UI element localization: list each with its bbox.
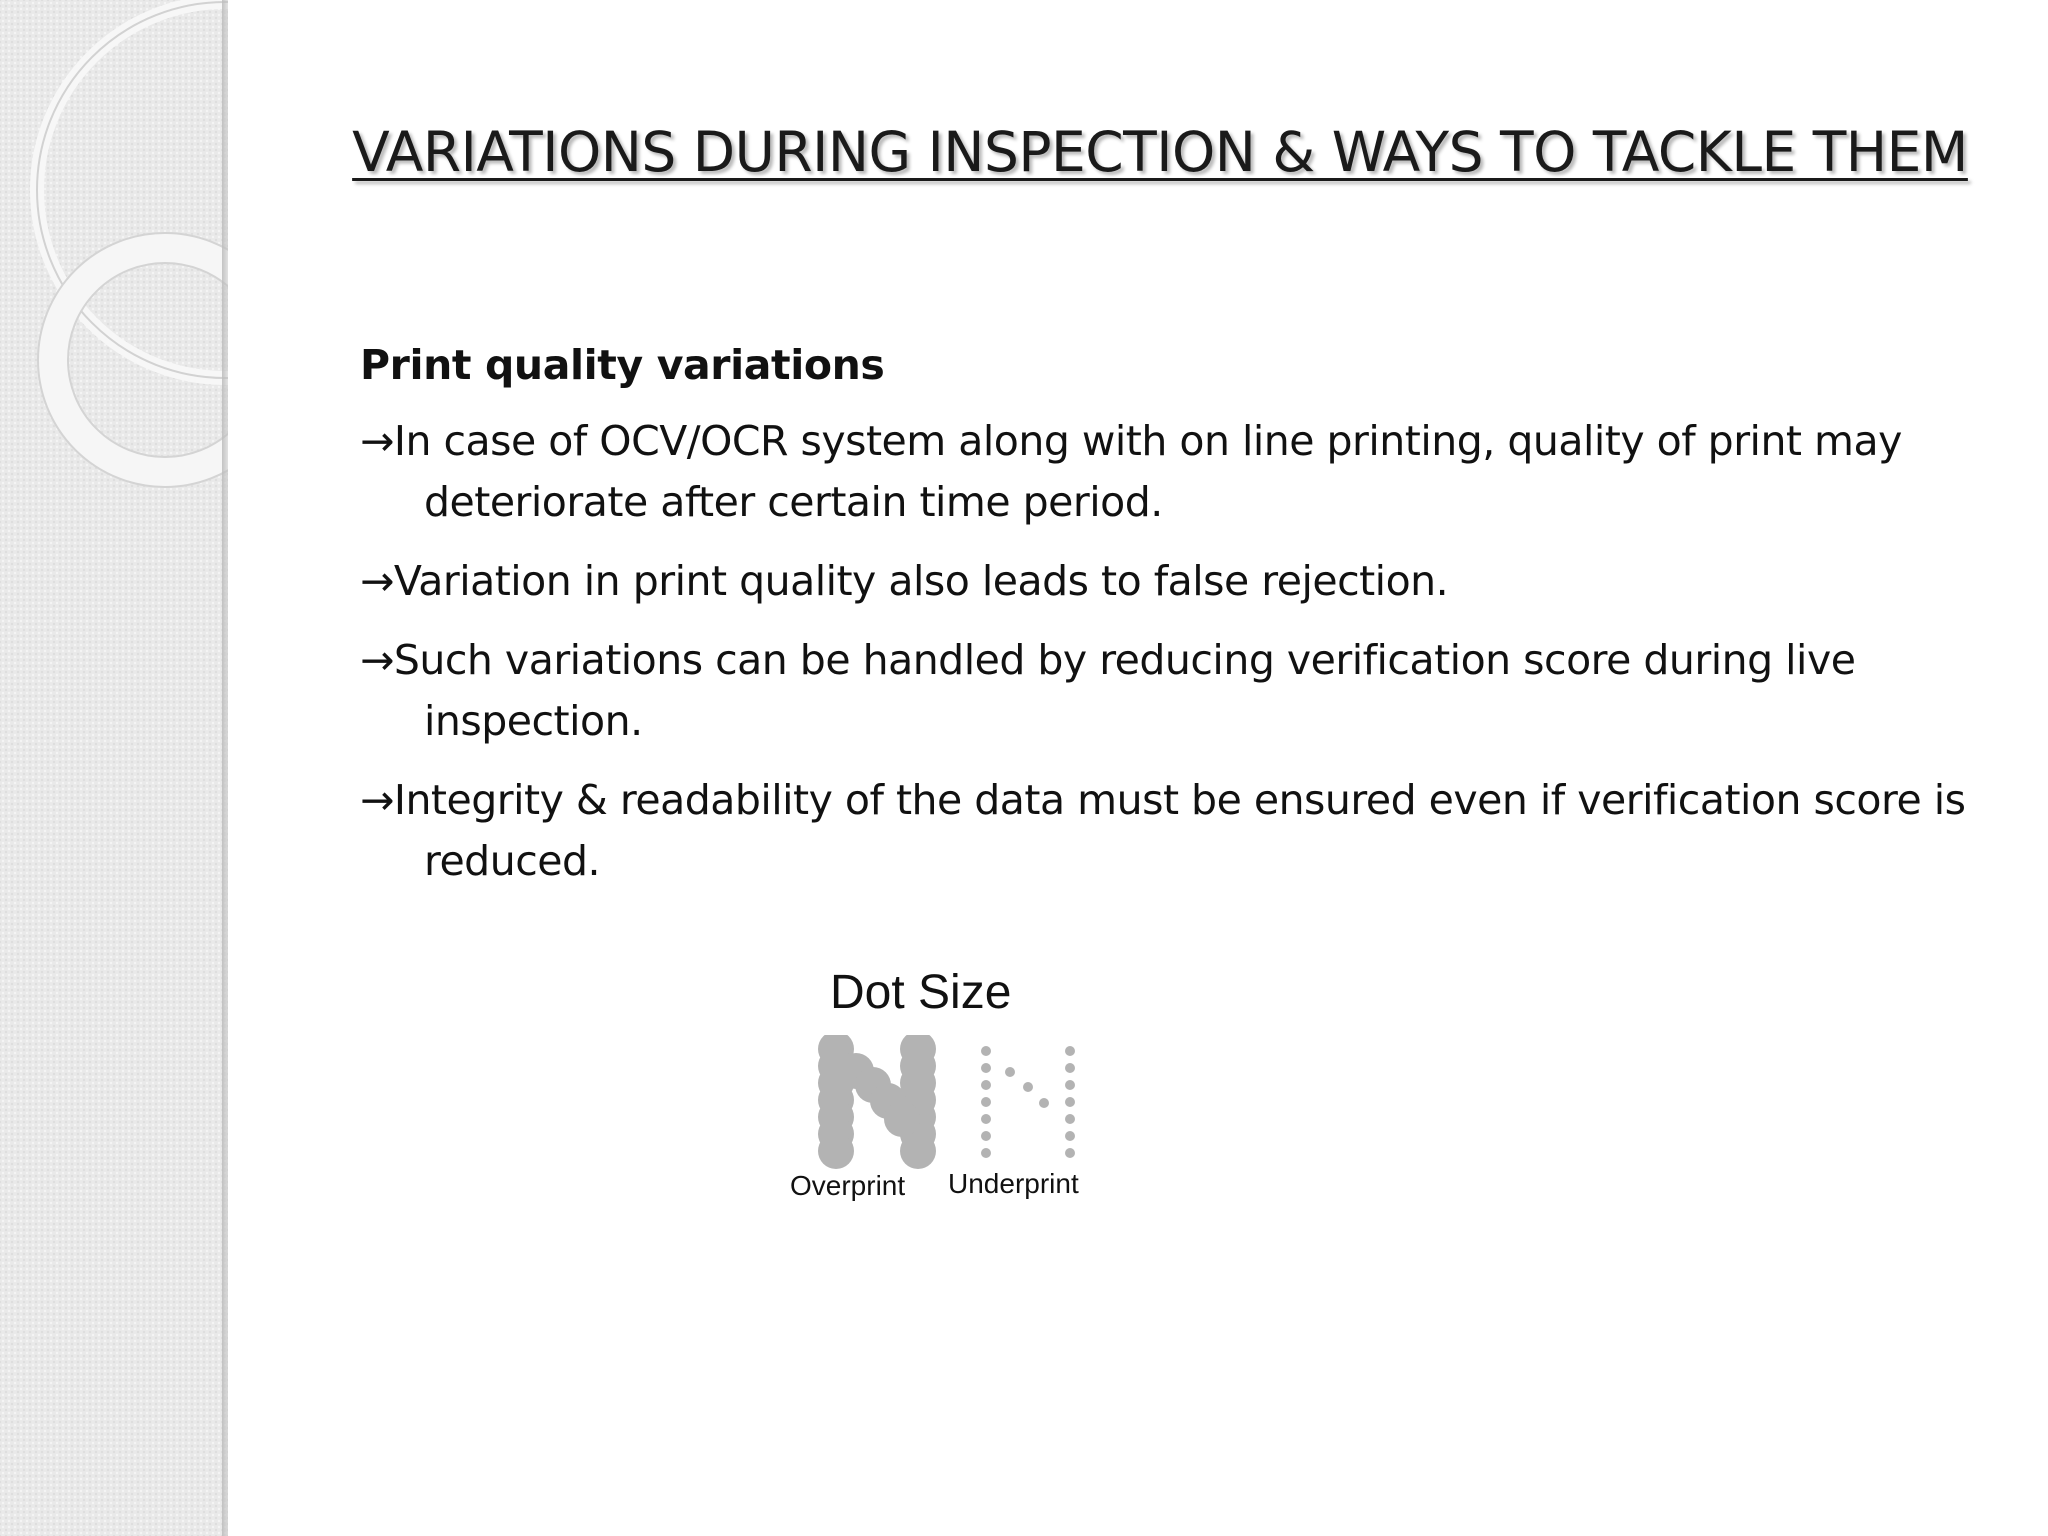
- arrow-icon: →: [360, 417, 394, 465]
- overprint-dot: [818, 1133, 854, 1169]
- underprint-dot: [981, 1131, 991, 1141]
- underprint-letter-n: [981, 1046, 1075, 1158]
- overprint-dot: [884, 1101, 920, 1137]
- arrow-icon: →: [360, 776, 394, 824]
- slide-content: [360, 335, 1990, 910]
- underprint-dot: [981, 1063, 991, 1073]
- bullet-text: Variation in print quality also leads to false rejection.: [393, 557, 1449, 605]
- bullet-item: [360, 770, 1990, 892]
- underprint-label: Underprint: [948, 1168, 1079, 1199]
- underprint-dot: [1065, 1148, 1075, 1158]
- overprint-dot: [900, 1133, 936, 1169]
- dot-letter-illustration: [780, 1035, 1120, 1185]
- slide-title: VARIATIONS DURING INSPECTION & WAYS TO TACKLE THEM: [352, 120, 1968, 184]
- underprint-dot: [981, 1114, 991, 1124]
- underprint-dot: [1065, 1131, 1075, 1141]
- underprint-dot: [1065, 1063, 1075, 1073]
- bullet-text: In case of OCV/OCR system along with on line printing, quality of print may deteriorate after certain time period.: [393, 417, 1902, 526]
- bullet-text: Such variations can be handled by reducing verification score during live inspection.: [393, 636, 1856, 745]
- underprint-dot: [981, 1097, 991, 1107]
- arrow-icon: →: [360, 557, 394, 605]
- bullet-item: [360, 630, 1990, 752]
- overprint-label: Overprint: [790, 1170, 906, 1201]
- underprint-dot: [1065, 1097, 1075, 1107]
- underprint-dot: [1039, 1098, 1049, 1108]
- underprint-dot: [981, 1046, 991, 1056]
- decorative-circles: [0, 0, 228, 520]
- underprint-dot: [1065, 1046, 1075, 1056]
- section-subheading: Print quality variations: [360, 341, 885, 389]
- underprint-dot: [1065, 1114, 1075, 1124]
- bullet-text: Integrity & readability of the data must be ensured even if verification score is reduced.: [393, 776, 1966, 885]
- arrow-icon: →: [360, 636, 394, 684]
- underprint-dot: [981, 1148, 991, 1158]
- underprint-dot: [1065, 1080, 1075, 1090]
- dot-size-figure: [780, 965, 1120, 1215]
- bullet-list: [360, 411, 1990, 892]
- side-panel-shadow: [222, 0, 228, 1536]
- overprint-letter-n: [818, 1035, 936, 1169]
- underprint-dot: [981, 1080, 991, 1090]
- bullet-item: [360, 411, 1990, 533]
- bullet-item: [360, 551, 1990, 612]
- dot-size-title: Dot Size: [830, 966, 1012, 1019]
- underprint-dot: [1005, 1067, 1015, 1077]
- underprint-dot: [1023, 1082, 1033, 1092]
- decorative-side-panel: [0, 0, 228, 1536]
